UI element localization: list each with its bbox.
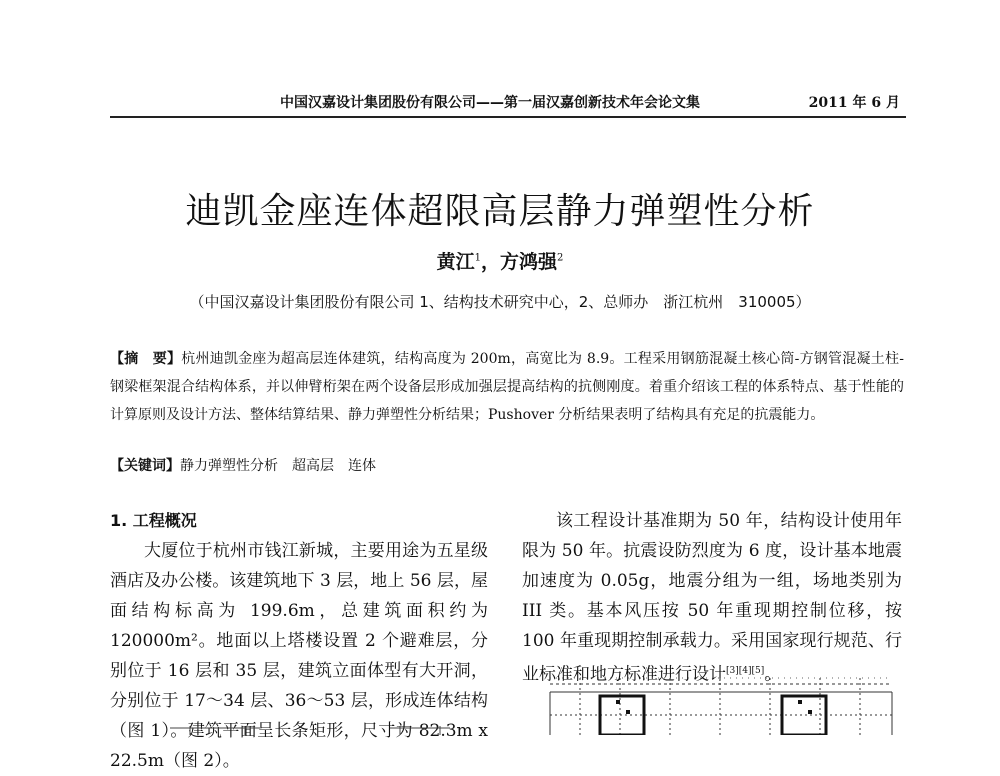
floor-plan-drawing — [520, 670, 902, 735]
authors — [0, 247, 1000, 274]
author-name: 黄江 — [436, 251, 475, 273]
abstract — [110, 345, 904, 429]
keywords-label: 【关键词】 — [110, 458, 180, 474]
citation-marks: [3][4][5] — [726, 666, 765, 676]
body-paragraph — [522, 506, 902, 690]
section-heading: 1. 工程概况 — [110, 511, 197, 530]
paragraph-end: 。 — [764, 664, 782, 685]
author-affiliation-mark: 1 — [474, 252, 481, 264]
author-affiliation-mark: 2 — [557, 252, 564, 264]
affiliation: （中国汉嘉设计集团股份有限公司 1、结构技术研究中心，2、总师办 浙江杭州 310005） — [189, 293, 811, 311]
right-column — [522, 506, 902, 690]
building-elevation-fragment — [150, 722, 490, 735]
keywords — [110, 455, 904, 475]
paper-title: 迪凯金座连体超限高层静力弹塑性分析 — [185, 191, 815, 232]
journal-title: 中国汉嘉设计集团股份有限公司——第一届汉嘉创新技术年会论文集 — [280, 95, 700, 111]
abstract-label: 【摘 要】 — [110, 351, 182, 367]
keywords-text: 静力弹塑性分析 超高层 连体 — [180, 458, 376, 474]
body-paragraph: 大厦位于杭州市钱江新城，主要用途为五星级酒店及办公楼。该建筑地下 3 层，地上 56 层，屋面结构标高为 199.6m，总建筑面积约为 120000m²。地面以上塔楼设置 2 个避难层，分别位于 16 层和 35 层，建筑立面体型有大开洞，分别位于 17～34 层、36～53 层，形成连体结构（图 1）。建筑平面呈长条矩形，尺寸为 82.3m x 22.5m（图 2）。 — [110, 541, 488, 771]
paragraph-text: 该工程设计基准期为 50 年，结构设计使用年限为 50 年。抗震设防烈度为 6 度，设计基本地震加速度为 0.05g，地震分组为一组，场地类别为 III 类。基本风压按 50 年重现期控制位移，按 100 年重现期控制承载力。采用国家现行规范、行业标准和地方标准进行设计 — [522, 511, 902, 685]
running-header — [110, 92, 906, 118]
author-name: 方鸿强 — [500, 251, 558, 273]
author-separator: ， — [480, 251, 500, 273]
abstract-text: 杭州迪凯金座为超高层连体建筑，结构高度为 200m，高宽比为 8.9。工程采用钢筋混凝土核心筒-方钢管混凝土柱-钢梁框架混合结构体系，并以伸臂桁架在两个设备层形成加强层提高结构的抗侧刚度。着重介绍该工程的体系特点、基于性能的计算原则及设计方法、整体结算结果、静力弹塑性分析结果；Pushover 分析结果表明了结构具有充足的抗震能力。 — [110, 351, 904, 423]
left-column — [110, 506, 488, 776]
publication-date: 2011 年 6 月 — [808, 95, 900, 111]
